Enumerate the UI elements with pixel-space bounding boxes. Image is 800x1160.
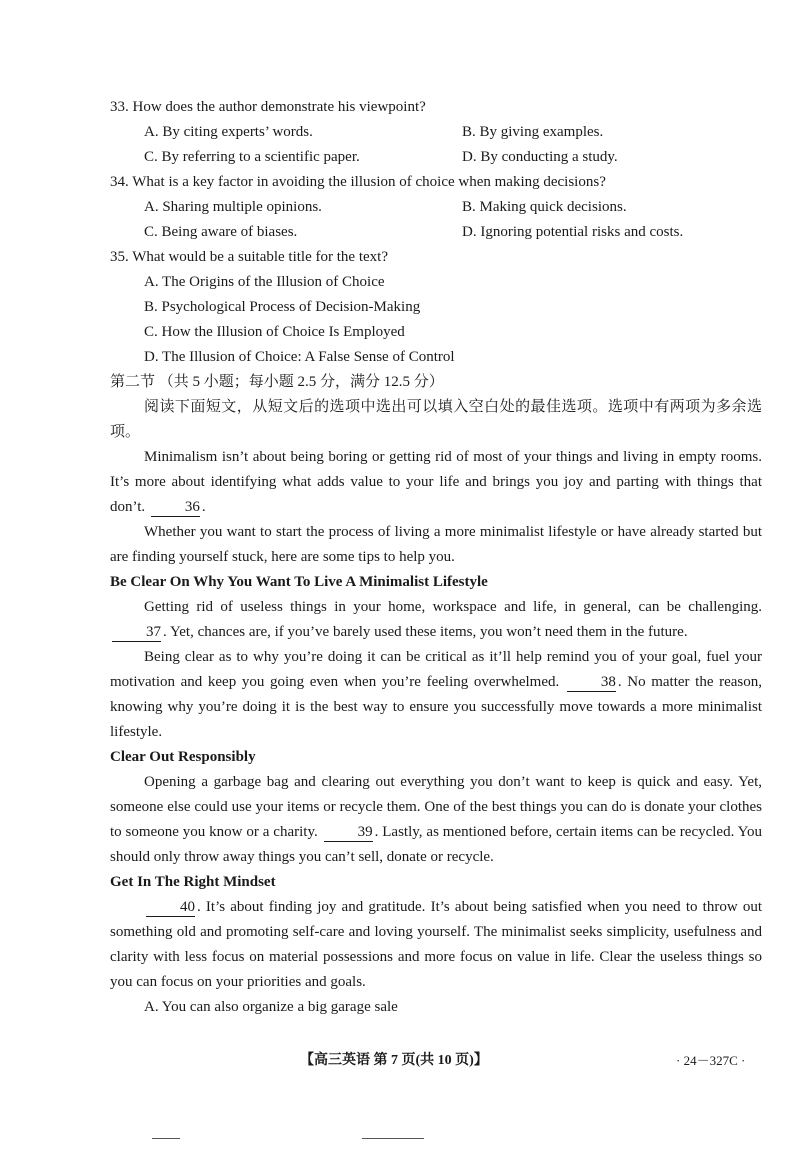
heading-clear-on-why: Be Clear On Why You Want To Live A Minimalist Lifestyle: [110, 574, 488, 590]
option-35-b: B. Psychological Process of Decision-Making: [144, 299, 421, 315]
section-instruction: 阅读下面短文，从短文后的选项中选出可以填入空白处的最佳选项。选项中有两项为多余选项。: [110, 399, 762, 440]
heading-clear-out: Clear Out Responsibly: [110, 749, 256, 765]
section-title: 第二节 （共 5 小题；每小题 2.5 分，满分 12.5 分）: [110, 374, 444, 390]
passage-paragraph-5: [110, 770, 762, 870]
question-33-stem: 33. How does the author demonstrate his viewpoint?: [110, 99, 426, 115]
question-34-options-row1: [110, 195, 762, 220]
option-33-c: C. By referring to a scientific paper.: [144, 149, 360, 165]
passage-p3-end: . Yet, chances are, if you’ve barely used these items, you won’t need them in the future.: [163, 624, 688, 640]
exam-page: [110, 95, 762, 1020]
passage-paragraph-3: [110, 595, 762, 645]
footer-exam-code: · 24－327C ·: [676, 1053, 746, 1068]
passage-p5-end: . Lastly, as mentioned before, certain items can be recycled. You should only throw away things you can’t sell, donate or recycle.: [110, 824, 762, 865]
blank-37: 37: [112, 623, 161, 642]
option-33-a: A. By citing experts’ words.: [144, 124, 313, 140]
option-35-d: D. The Illusion of Choice: A False Sense of Control: [144, 349, 455, 365]
passage-paragraph-6: [110, 895, 762, 995]
blank-40: 40: [146, 898, 195, 917]
page-footer: [0, 1048, 800, 1072]
passage-p4-text: Being clear as to why you’re doing it can be critical as it’ll help remind you of your goal, fuel your motivation and keep you going even when you’re feeling overwhelmed.: [110, 649, 762, 690]
passage-p5-text: Opening a garbage bag and clearing out everything you don’t want to keep is quick and easy. Yet, someone else could use your items or recycle them. One of the best things you can do is donate your clothes to someone you know or a charity.: [110, 774, 762, 840]
passage-paragraph-2: Whether you want to start the process of living a more minimalist lifestyle or have already started but are finding yourself stuck, here are some tips to help you.: [110, 524, 762, 565]
option-35-a: A. The Origins of the Illusion of Choice: [144, 274, 385, 290]
option-34-c: C. Being aware of biases.: [144, 224, 298, 240]
heading-right-mindset: Get In The Right Mindset: [110, 874, 276, 890]
footer-page-info: 【高三英语 第 7 页(共 10 页)】: [300, 1053, 488, 1068]
answer-option-a: A. You can also organize a big garage sale: [144, 999, 398, 1015]
blank-36: 36: [151, 498, 200, 517]
question-33-options-row1: [110, 120, 762, 145]
passage-p6-text: . It’s about finding joy and gratitude. It’s about being satisfied when you need to throw out something old and promoting self-care and loving yourself. The minimalist seeks simplicity, usefulness and clarity with less focus on material possessions and more focus on value in life. Clear the useless things so you can focus on your priorities and goals.: [110, 899, 762, 990]
blank-38: 38: [567, 673, 616, 692]
option-34-b: B. Making quick decisions.: [462, 199, 627, 215]
option-34-d: D. Ignoring potential risks and costs.: [462, 224, 684, 240]
question-34-options-row2: [110, 220, 762, 245]
scan-artifacts: [0, 1138, 800, 1148]
scan-mark-left: [152, 1138, 180, 1139]
blank-39: 39: [324, 823, 373, 842]
scan-mark-center: [362, 1138, 424, 1139]
option-33-d: D. By conducting a study.: [462, 149, 618, 165]
option-33-b: B. By giving examples.: [462, 124, 604, 140]
question-33-options-row2: [110, 145, 762, 170]
question-34-stem: 34. What is a key factor in avoiding the illusion of choice when making decisions?: [110, 174, 606, 190]
passage-paragraph-4: [110, 645, 762, 745]
option-34-a: A. Sharing multiple opinions.: [144, 199, 322, 215]
option-35-c: C. How the Illusion of Choice Is Employed: [144, 324, 405, 340]
passage-p3-text: Getting rid of useless things in your home, workspace and life, in general, can be challenging.: [144, 599, 762, 615]
question-35-stem: 35. What would be a suitable title for the text?: [110, 249, 388, 265]
passage-p1-text: Minimalism isn’t about being boring or getting rid of most of your things and living in empty rooms. It’s more about identifying what adds value to your life and brings you joy and parting with things that don’t.: [110, 449, 762, 515]
passage-p4-end: . No matter the reason, knowing why you’re doing it is the best way to ensure you successfully move towards a more minimalist lifestyle.: [110, 674, 762, 740]
passage-p1-end: .: [201, 499, 206, 515]
passage-paragraph-1: [110, 445, 762, 520]
